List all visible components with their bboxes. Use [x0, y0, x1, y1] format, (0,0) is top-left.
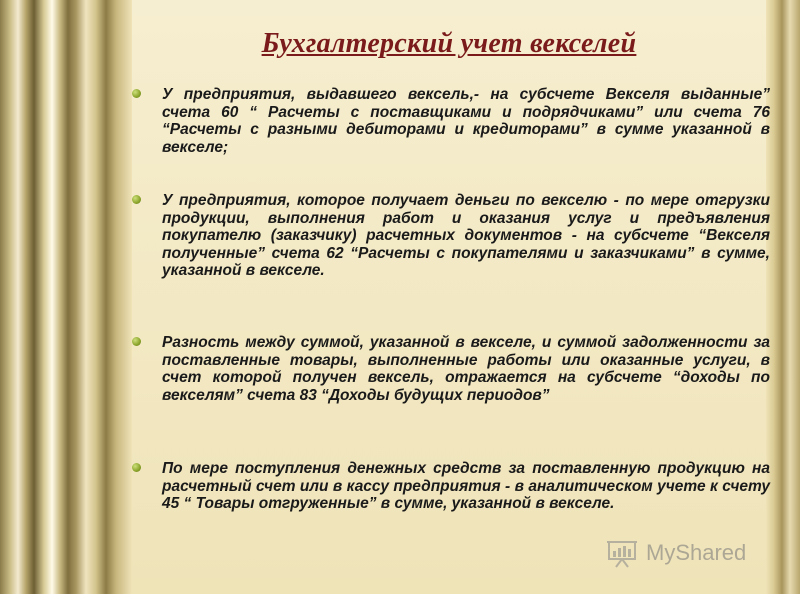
decorative-right-border	[766, 0, 800, 594]
bullet-icon	[132, 337, 141, 346]
list-item-text: У предприятия, выдавшего вексель,- на субсчете Векселя выданные” счета 60 “ Расчеты с поставщиками и подрядчиками” или счета 76 “Расчеты с разными дебиторами и кредиторами” в сумме указанной в векселе;	[162, 86, 770, 156]
bullet-icon	[132, 89, 141, 98]
presentation-board-icon	[606, 538, 638, 568]
list-item-text: У предприятия, которое получает деньги по векселю - по мере отгрузки продукции, выполнения работ и оказания услуг и предъявления покупателю (заказчику) расчетных документов - на субсчете “Векселя полученные” счета 62 “Расчеты с покупателями и заказчиками” в сумме, указанной в векселе.	[162, 192, 770, 279]
bullet-icon	[132, 463, 141, 472]
bullet-icon	[132, 195, 141, 204]
slide-title: Бухгалтерский учет векселей	[261, 28, 637, 59]
list-item-text: По мере поступления денежных средств за поставленную продукцию на расчетный счет или в кассу предприятия - в аналитическом учете к счету 45 “ Товары отгруженные” в сумме, указанной в векселе.	[162, 460, 770, 512]
list-item-text: Разность между суммой, указанной в векселе, и суммой задолженности за поставленные товары, выполненные работы или оказанные услуги, в счет которой получен вексель, отражается на субсчете “доходы по векселям” счета 83 “Доходы будущих периодов”	[162, 334, 770, 404]
watermark	[606, 536, 766, 572]
watermark-text: MyShared	[646, 540, 747, 565]
decorative-left-border	[0, 0, 132, 594]
